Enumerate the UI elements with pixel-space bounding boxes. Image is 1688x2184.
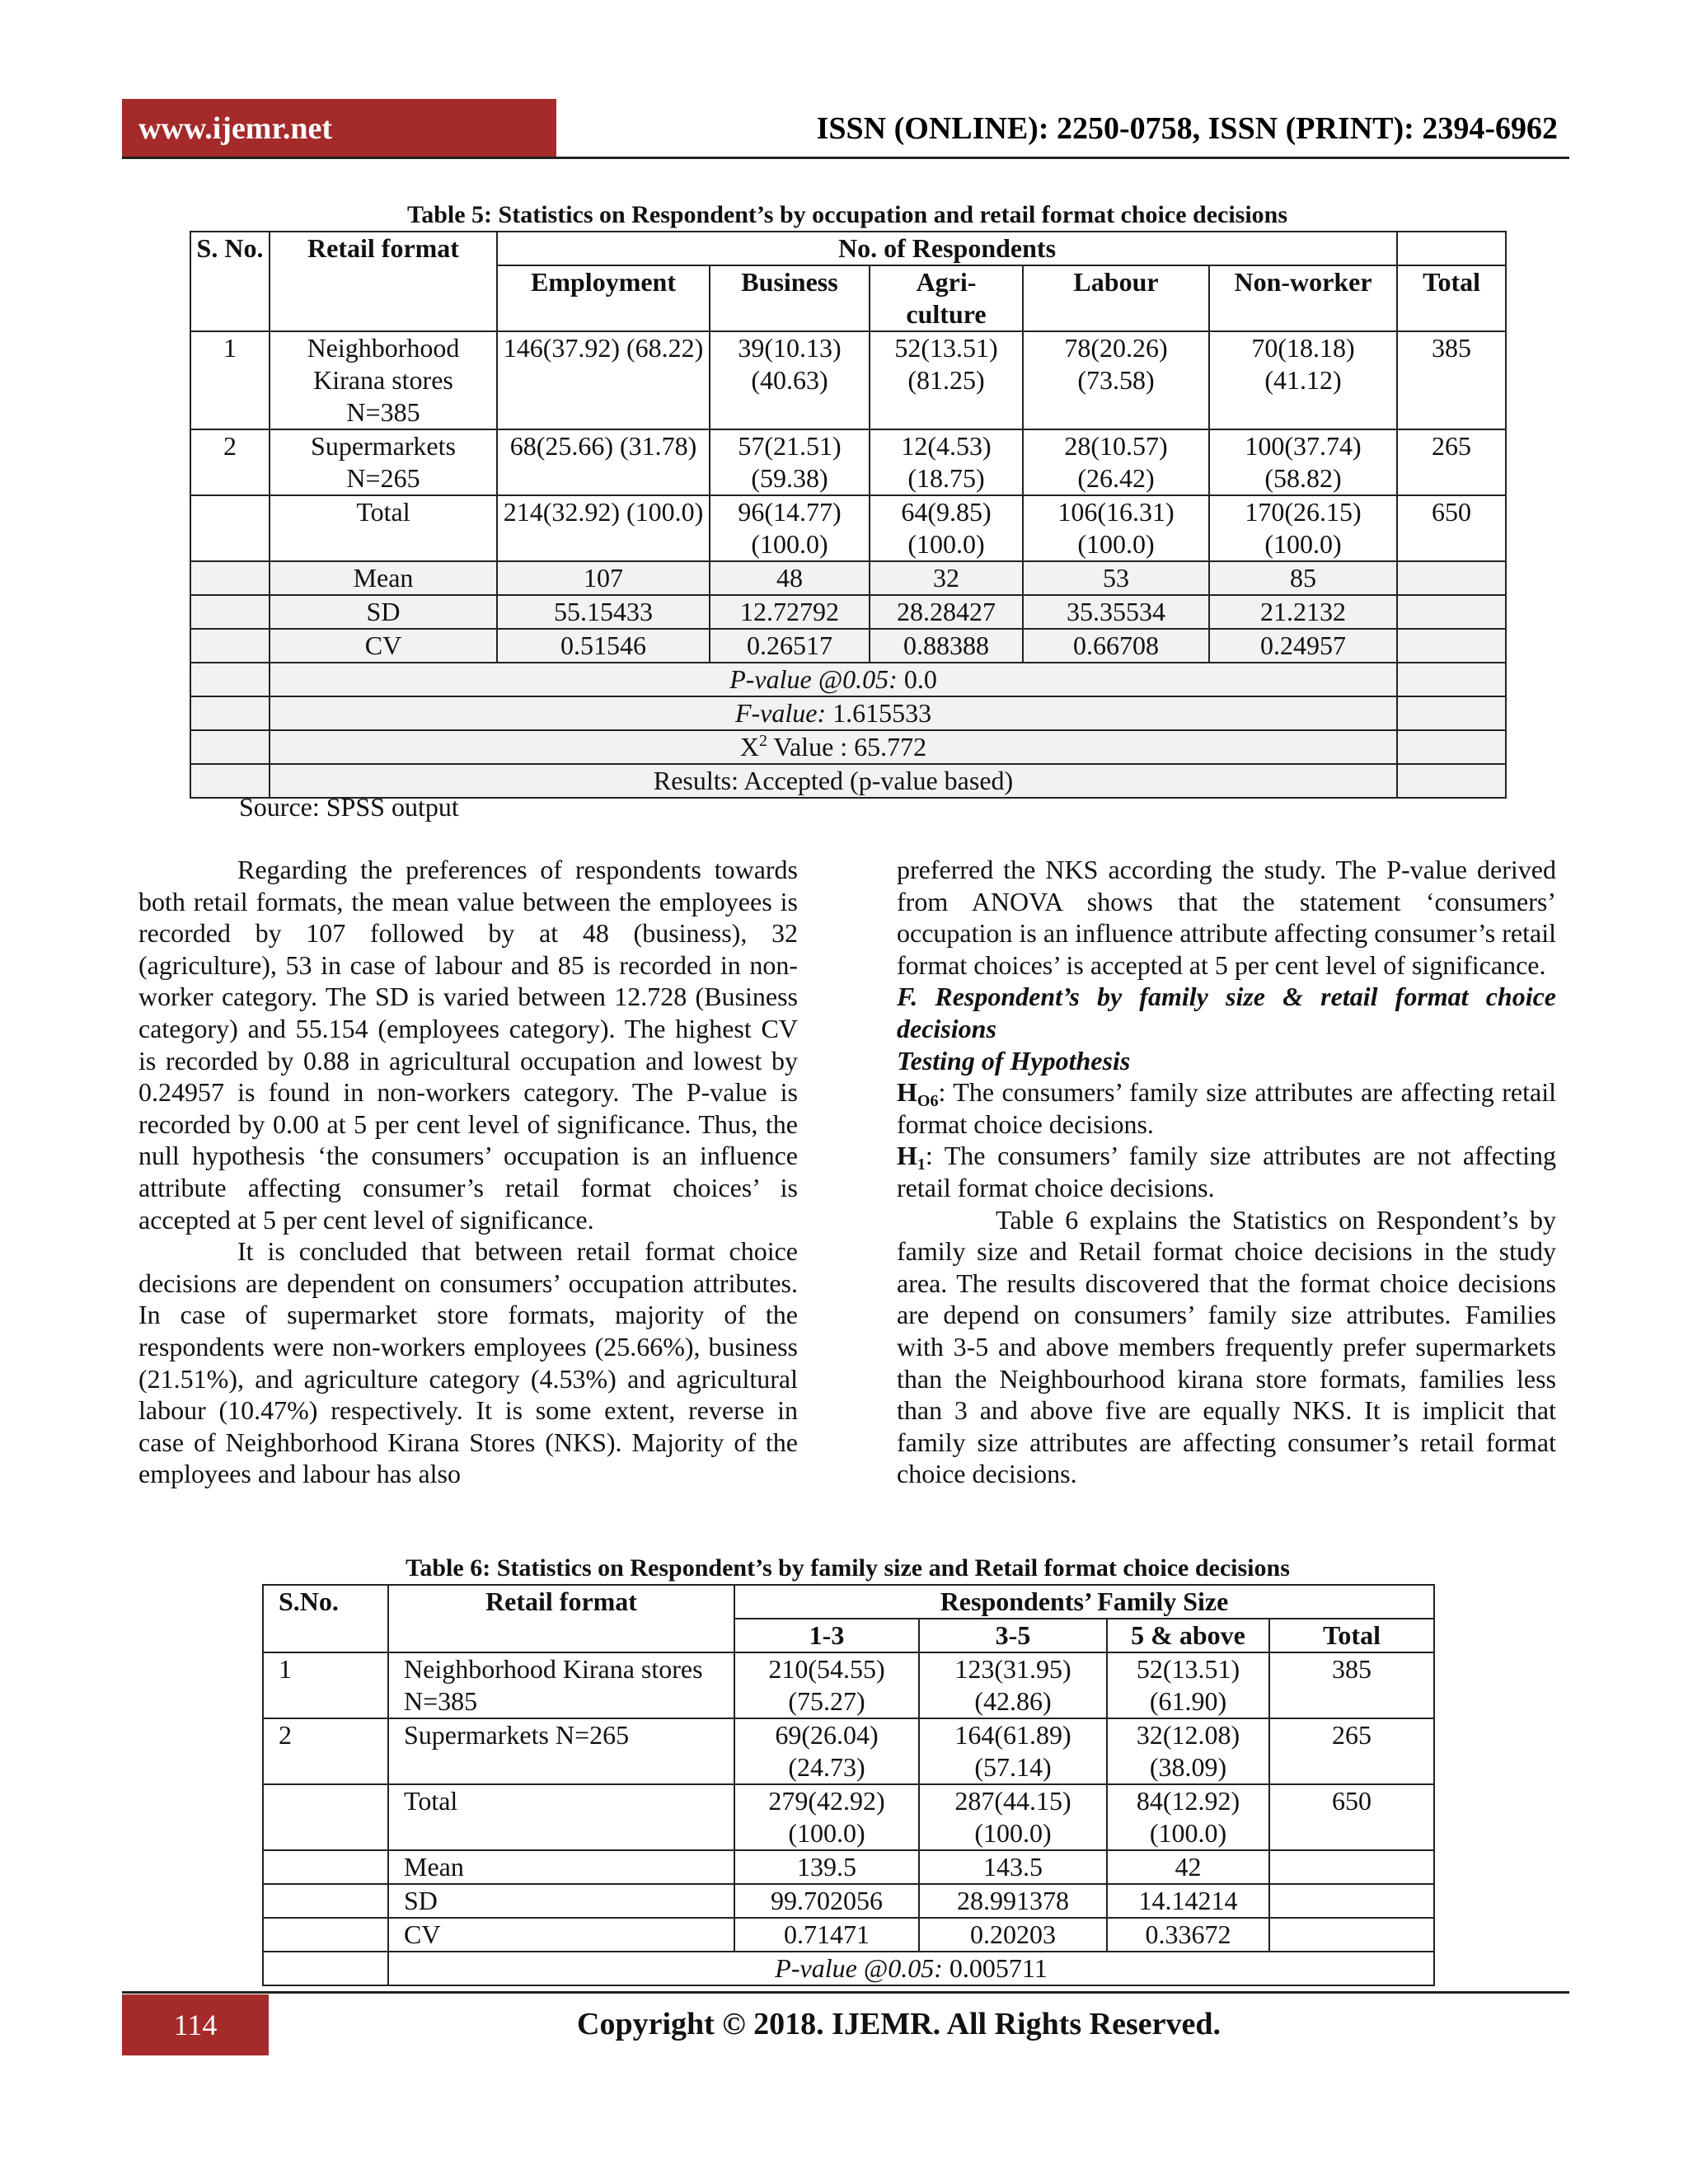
table6-format: Neighborhood Kirana stores N=385 (388, 1652, 734, 1718)
table5-cell: 107 (497, 561, 710, 595)
paragraph: Regarding the preferences of respondents towards both retail formats, the mean value between the employees is recorded by 107 followed by at 48 (business), 32 (agriculture), 53 in case of labour and 85 is recorded in non-worker category. The SD is varied between 12.728 (Business category) and 55.154 (employees category). The highest CV is recorded by 0.88 in agricultural occupation and lowest by 0.24957 is found in non-workers category. The P-value is recorded by 0.00 at 5 per cent level of significance. Thus, the null hypothesis ‘the consumers’ occupation is an influence attribute affecting consumer’s retail format choices’ is accepted at 5 per cent level of significance. (138, 855, 798, 1235)
header-rule (122, 157, 1569, 159)
table6-cell: 0.20203 (919, 1918, 1107, 1952)
left-column (138, 854, 798, 1490)
table6-header-family-size: Respondents’ Family Size (734, 1585, 1434, 1619)
table5-sno (190, 495, 270, 561)
table5-chisq-sup: 2 (758, 732, 767, 750)
table5-cell: 0.88388 (870, 629, 1023, 663)
table6-cell: 52(13.51) (61.90) (1107, 1652, 1269, 1718)
table5-cell: 85 (1209, 561, 1397, 595)
table6-cell: 0.71471 (734, 1918, 919, 1952)
h1-label: H (897, 1141, 917, 1171)
table6-header-5-above: 5 & above (1107, 1619, 1269, 1652)
table-row (263, 1718, 1434, 1784)
table5-cell: 12(4.53) (18.75) (870, 429, 1023, 495)
table6-pvalue-label: P-value @0.05: (775, 1953, 943, 1983)
table6-caption: Table 6: Statistics on Respondent’s by family size and Retail format choice decisions (406, 1554, 1290, 1582)
table5-blank (190, 663, 270, 696)
table5-cell: 0.26517 (710, 629, 870, 663)
table6-cell: 164(61.89) (57.14) (919, 1718, 1107, 1784)
table5-cell: 385 (1397, 331, 1506, 429)
table6-format: Supermarkets N=265 (388, 1718, 734, 1784)
table-row (190, 663, 1506, 696)
table6-cell: 14.14214 (1107, 1884, 1269, 1918)
table5-cell: 57(21.51) (59.38) (710, 429, 870, 495)
table-row (263, 1652, 1434, 1718)
table5-cell: 146(37.92) (68.22) (497, 331, 710, 429)
table5-fvalue: 1.615533 (832, 698, 932, 728)
table-row (190, 629, 1506, 663)
table6-pvalue: 0.005711 (949, 1953, 1048, 1983)
journal-website: www.ijemr.net (138, 111, 332, 146)
table-row (190, 561, 1506, 595)
table5-cell: 21.2132 (1209, 595, 1397, 629)
table6-blank (263, 1952, 388, 1985)
table-row (190, 331, 1506, 429)
table5-blank (190, 696, 270, 730)
h1-text: : The consumers’ family size attributes are not affecting retail format choice decisions. (897, 1141, 1556, 1202)
table5-cell: 70(18.18) (41.12) (1209, 331, 1397, 429)
table5-blank (1397, 629, 1506, 663)
h0-text: : The consumers’ family size attributes are affecting retail format choice decisions. (897, 1077, 1556, 1139)
table6-header-total: Total (1269, 1619, 1434, 1652)
table5-cell: 64(9.85) (100.0) (870, 495, 1023, 561)
table6-stat-label: SD (388, 1884, 734, 1918)
copyright: Copyright © 2018. IJEMR. All Rights Reserved. (577, 2007, 1221, 2041)
table6-cell: 265 (1269, 1718, 1434, 1784)
table5-cell: 28.28427 (870, 595, 1023, 629)
table6-sno: 2 (263, 1718, 388, 1784)
table5-chisq-row (270, 730, 1397, 764)
table6-cell: 32(12.08) (38.09) (1107, 1718, 1269, 1784)
table5-sno: 1 (190, 331, 270, 429)
table6-cell: 143.5 (919, 1850, 1107, 1884)
table6-stat-label: CV (388, 1918, 734, 1952)
table-row (263, 1952, 1434, 1985)
table5-cell: 214(32.92) (100.0) (497, 495, 710, 561)
table6-sno: 1 (263, 1652, 388, 1718)
page-number: 114 (173, 2008, 218, 2041)
table6-blank (263, 1850, 388, 1884)
h1-subscript: 1 (917, 1155, 926, 1174)
table5-header-sno: S. No. (190, 232, 270, 331)
table5-blank (190, 561, 270, 595)
table5-blank (1397, 561, 1506, 595)
table5-cell: 32 (870, 561, 1023, 595)
table5-cell: 170(26.15) (100.0) (1209, 495, 1397, 561)
table5-blank (1397, 696, 1506, 730)
table-row (263, 1884, 1434, 1918)
table5-cell: 39(10.13) (40.63) (710, 331, 870, 429)
h0-label: H (897, 1077, 917, 1108)
table5-blank (1397, 764, 1506, 798)
table5-header-blank (1397, 232, 1506, 265)
table5-cell: 96(14.77) (100.0) (710, 495, 870, 561)
table-row (190, 696, 1506, 730)
table5-header-nonworker: Non-worker (1209, 265, 1397, 331)
table6-blank (1269, 1850, 1434, 1884)
table5 (190, 231, 1507, 799)
table5-cell: 0.66708 (1023, 629, 1209, 663)
table6-cell: 123(31.95) (42.86) (919, 1652, 1107, 1718)
table-row (263, 1850, 1434, 1884)
table5-fvalue-row (270, 696, 1397, 730)
table5-result: Results: Accepted (p-value based) (270, 764, 1397, 798)
table6-pvalue-row (388, 1952, 1434, 1985)
table5-cell: 12.72792 (710, 595, 870, 629)
table6-cell: 42 (1107, 1850, 1269, 1884)
table5-header-employment: Employment (497, 265, 710, 331)
table5-cell: 53 (1023, 561, 1209, 595)
table5-pvalue: 0.0 (903, 664, 937, 694)
table5-cell: 650 (1397, 495, 1506, 561)
table6-cell: 210(54.55) (75.27) (734, 1652, 919, 1718)
table6-cell: 0.33672 (1107, 1918, 1269, 1952)
h0-subscript: O6 (917, 1092, 939, 1111)
table5-sno: 2 (190, 429, 270, 495)
table5-header-total: Total (1397, 265, 1506, 331)
footer-rule (122, 1991, 1569, 1994)
table5-format: Neighborhood Kirana stores N=385 (270, 331, 497, 429)
table6-cell: 28.991378 (919, 1884, 1107, 1918)
table5-stat-label: CV (270, 629, 497, 663)
table5-format: Total (270, 495, 497, 561)
table5-blank (1397, 595, 1506, 629)
table5-cell: 78(20.26) (73.58) (1023, 331, 1209, 429)
table5-cell: 0.24957 (1209, 629, 1397, 663)
table5-cell: 55.15433 (497, 595, 710, 629)
table5-cell: 28(10.57) (26.42) (1023, 429, 1209, 495)
journal-issn: ISSN (ONLINE): 2250-0758, ISSN (PRINT): 2394-6962 (816, 111, 1558, 146)
table5-cell: 265 (1397, 429, 1506, 495)
table-row (190, 495, 1506, 561)
table5-blank (1397, 663, 1506, 696)
section-heading: F. Respondent’s by family size & retail format choice decisions (897, 982, 1556, 1043)
table6-header-1-3: 1-3 (734, 1619, 919, 1652)
table5-chisq-value: Value : 65.772 (767, 732, 927, 762)
table5-blank (190, 730, 270, 764)
table6-blank (1269, 1884, 1434, 1918)
table5-stat-label: SD (270, 595, 497, 629)
table6-cell: 84(12.92) (100.0) (1107, 1784, 1269, 1850)
paragraph: preferred the NKS according the study. The P-value derived from ANOVA shows that the statement ‘consumers’ occupation is an influence attribute affecting consumer’s retail format choices’ is accepted at 5 per cent level of significance. (897, 855, 1556, 980)
table5-cell: 35.35534 (1023, 595, 1209, 629)
table-row (190, 730, 1506, 764)
table5-cell: 0.51546 (497, 629, 710, 663)
table5-header-respondents: No. of Respondents (497, 232, 1397, 265)
table6-cell: 279(42.92) (100.0) (734, 1784, 919, 1850)
table5-cell: 106(16.31) (100.0) (1023, 495, 1209, 561)
table5-header-format: Retail format (270, 232, 497, 331)
table6-cell: 69(26.04) (24.73) (734, 1718, 919, 1784)
table5-pvalue-row (270, 663, 1397, 696)
table6-cell: 385 (1269, 1652, 1434, 1718)
table6-stat-label: Mean (388, 1850, 734, 1884)
table5-cell: 48 (710, 561, 870, 595)
table6 (262, 1584, 1435, 1986)
table6-format: Total (388, 1784, 734, 1850)
table6-sno (263, 1784, 388, 1850)
paragraph: Table 6 explains the Statistics on Respondent’s by family size and Retail format choice decisions in the study area. The results discovered that the format choice decisions are depend on consumers’ family size attributes. Families with 3-5 and above members frequently prefer supermarkets than the Neighbourhood kirana store formats, families less than 3 and above five are equally NKS. It is implicit that family size attributes are affecting consumer’s retail format choice decisions. (897, 1204, 1556, 1489)
table5-blank (1397, 730, 1506, 764)
paragraph: It is concluded that between retail format choice decisions are dependent on consumers’ occupation attributes. In case of supermarket store formats, majority of the respondents were non-workers employees (25.66%), business (21.51%), and agriculture category (4.53%) and agricultural labour (10.47%) respectively. It is some extent, reverse in case of Neighborhood Kirana Stores (NKS). Majority of the employees and labour has also (138, 1236, 798, 1489)
table6-header-3-5: 3-5 (919, 1619, 1107, 1652)
table5-blank (190, 629, 270, 663)
sub-heading: Testing of Hypothesis (897, 1045, 1131, 1076)
table6-cell: 650 (1269, 1784, 1434, 1850)
hypothesis-alt (897, 1140, 1556, 1203)
table-row (190, 595, 1506, 629)
table6-cell: 99.702056 (734, 1884, 919, 1918)
table5-stat-label: Mean (270, 561, 497, 595)
table5-pvalue-label: P-value @0.05: (729, 664, 898, 694)
table5-cell: 68(25.66) (31.78) (497, 429, 710, 495)
right-column (897, 854, 1556, 1490)
table5-header-labour: Labour (1023, 265, 1209, 331)
table5-chisq-label: X (739, 732, 759, 762)
table6-cell: 139.5 (734, 1850, 919, 1884)
table-row (263, 1918, 1434, 1952)
table5-source: Source: SPSS output (239, 792, 459, 822)
table6-cell: 287(44.15) (100.0) (919, 1784, 1107, 1850)
table5-header-business: Business (710, 265, 870, 331)
table-row (263, 1784, 1434, 1850)
table6-blank (263, 1918, 388, 1952)
table5-cell: 52(13.51) (81.25) (870, 331, 1023, 429)
table5-cell: 100(37.74) (58.82) (1209, 429, 1397, 495)
table6-blank (1269, 1918, 1434, 1952)
table5-header-agriculture: Agri- culture (870, 265, 1023, 331)
table6-blank (263, 1884, 388, 1918)
table5-format: Supermarkets N=265 (270, 429, 497, 495)
table6-header-sno: S.No. (263, 1585, 388, 1652)
table-row (190, 429, 1506, 495)
table5-fvalue-label: F-value: (734, 698, 827, 728)
hypothesis-null (897, 1076, 1556, 1140)
table5-caption: Table 5: Statistics on Respondent’s by occupation and retail format choice decisions (406, 201, 1288, 228)
table6-header-format: Retail format (388, 1585, 734, 1652)
table5-blank (190, 595, 270, 629)
